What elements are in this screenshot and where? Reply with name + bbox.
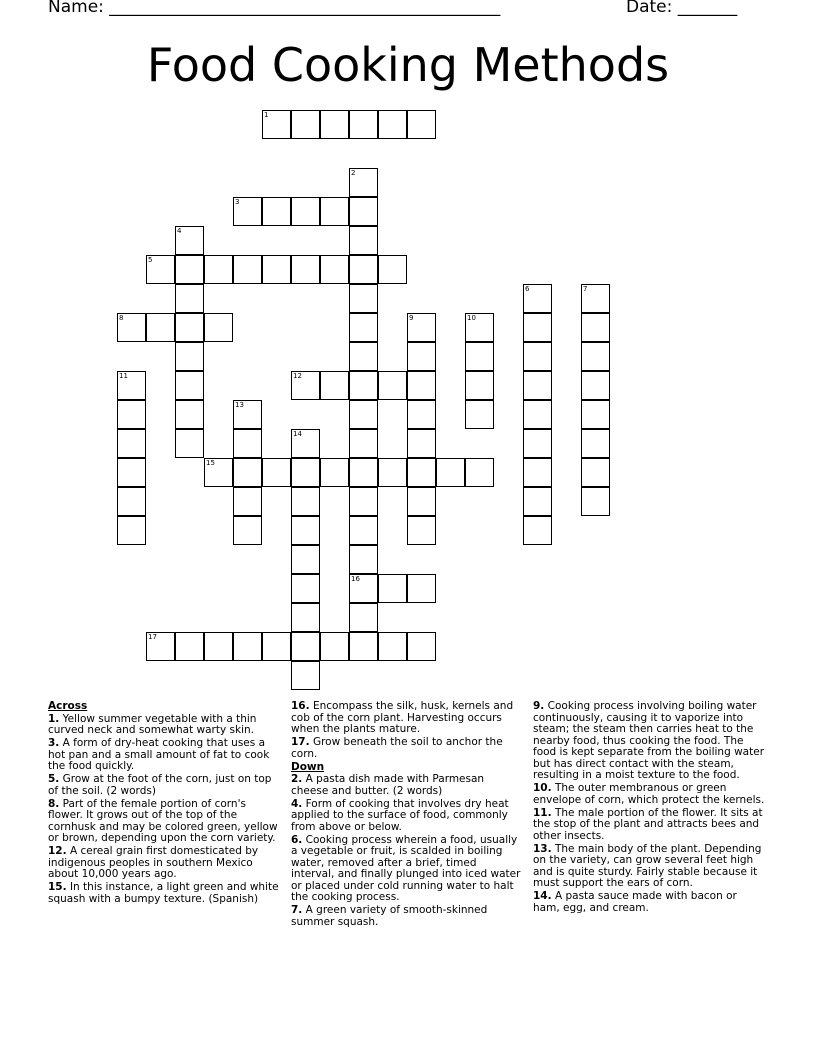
grid-cell[interactable] [349, 226, 378, 255]
grid-cell[interactable] [378, 574, 407, 603]
grid-cell[interactable] [349, 255, 378, 284]
clue-down-10: 10. The outer membranous or green envelope of corn, which protect the kernels. [533, 782, 765, 806]
grid-cell[interactable] [117, 371, 146, 400]
name-field-label[interactable]: Name: ______________________________________________ [48, 0, 501, 17]
grid-cell[interactable] [291, 487, 320, 516]
grid-cell[interactable] [233, 400, 262, 429]
clue-across-5: 5. Grow at the foot of the corn, just on top of the soil. (2 words) [48, 773, 272, 797]
grid-cell[interactable] [407, 400, 436, 429]
clue-number-label: 1 [264, 111, 269, 119]
down-heading: Down [291, 760, 325, 773]
grid-cell[interactable] [378, 632, 407, 661]
grid-cell[interactable] [407, 371, 436, 400]
grid-cell[interactable] [349, 313, 378, 342]
clue-number-label: 14 [293, 430, 302, 438]
grid-cell[interactable] [378, 110, 407, 139]
clue-down-13: 13. The main body of the plant. Depending on the variety, can grow several feet high and is quite sturdy. Fairly stable because it must support the ears of corn. [533, 842, 762, 889]
clue-across-3: 3. A form of dry-heat cooking that uses a hot pan and a small amount of fat to cook the food quickly. [48, 737, 270, 772]
grid-cell[interactable] [117, 516, 146, 545]
grid-cell[interactable] [262, 632, 291, 661]
grid-cell[interactable] [581, 400, 610, 429]
grid-cell[interactable] [262, 255, 291, 284]
grid-cell[interactable] [291, 574, 320, 603]
grid-cell[interactable] [523, 342, 552, 371]
grid-cell[interactable] [175, 226, 204, 255]
grid-cell[interactable] [378, 255, 407, 284]
grid-cell[interactable] [291, 197, 320, 226]
clue-number-label: 10 [467, 314, 476, 322]
grid-cell[interactable] [204, 632, 233, 661]
clue-down-14: 14. A pasta sauce made with bacon or ham, egg, and cream. [533, 890, 737, 914]
clues-column-1 [48, 701, 280, 907]
grid-cell[interactable] [233, 487, 262, 516]
grid-cell[interactable] [175, 632, 204, 661]
grid-cell[interactable] [581, 342, 610, 371]
grid-cell[interactable] [320, 371, 349, 400]
grid-cell[interactable] [291, 255, 320, 284]
grid-cell[interactable] [262, 110, 291, 139]
grid-cell[interactable] [349, 603, 378, 632]
clue-number-label: 9 [409, 314, 414, 322]
grid-cell[interactable] [523, 313, 552, 342]
grid-cell[interactable] [465, 313, 494, 342]
clue-number-label: 12 [293, 372, 302, 380]
clue-down-6: 6. Cooking process wherein a food, usually a vegetable or fruit, is scalded in boiling water, removed after a brief, timed interval, and finally plunged into iced water or placed under cold running water to halt the cooking process. [291, 833, 521, 903]
grid-cell[interactable] [523, 458, 552, 487]
grid-cell[interactable] [349, 342, 378, 371]
clue-across-1: 1. Yellow summer vegetable with a thin curved neck and somewhat warty skin. [48, 712, 257, 736]
grid-cell[interactable] [291, 458, 320, 487]
grid-cell[interactable] [117, 458, 146, 487]
grid-cell[interactable] [233, 197, 262, 226]
grid-cell[interactable] [175, 400, 204, 429]
grid-cell[interactable] [291, 661, 320, 690]
grid-cell[interactable] [407, 110, 436, 139]
grid-cell[interactable] [349, 545, 378, 574]
grid-cell[interactable] [349, 632, 378, 661]
date-field-label[interactable]: Date: _______ [626, 0, 738, 17]
grid-cell[interactable] [291, 545, 320, 574]
clue-down-4: 4. Form of cooking that involves dry heat applied to the surface of food, commonly from above or below. [291, 797, 509, 833]
clue-number-label: 13 [235, 401, 244, 409]
grid-cell[interactable] [291, 516, 320, 545]
grid-cell[interactable] [349, 574, 378, 603]
grid-cell[interactable] [291, 110, 320, 139]
grid-cell[interactable] [320, 458, 349, 487]
grid-cell[interactable] [465, 400, 494, 429]
grid-cell[interactable] [523, 284, 552, 313]
grid-cell[interactable] [465, 371, 494, 400]
grid-cell[interactable] [320, 197, 349, 226]
grid-cell[interactable] [407, 458, 436, 487]
clue-number-label: 2 [351, 169, 356, 177]
clue-across-16: 16. Encompass the silk, husk, kernels and cob of the corn plant. Harvesting occurs when the plants mature. [291, 700, 514, 735]
grid-cell[interactable] [523, 429, 552, 458]
grid-cell[interactable] [407, 313, 436, 342]
grid-cell[interactable] [117, 313, 146, 342]
grid-cell[interactable] [349, 516, 378, 545]
grid-cell[interactable] [291, 429, 320, 458]
grid-cell[interactable] [320, 632, 349, 661]
grid-cell[interactable] [320, 255, 349, 284]
clue-number-label: 6 [525, 285, 530, 293]
clue-across-17: 17. Grow beneath the soil to anchor the corn. [291, 736, 503, 760]
grid-cell[interactable] [233, 429, 262, 458]
grid-cell[interactable] [407, 632, 436, 661]
grid-cell[interactable] [349, 168, 378, 197]
clues-column-2 [291, 701, 523, 930]
clue-number-label: 7 [583, 285, 588, 293]
grid-cell[interactable] [175, 284, 204, 313]
grid-cell[interactable] [233, 632, 262, 661]
grid-cell[interactable] [465, 342, 494, 371]
grid-cell[interactable] [465, 458, 494, 487]
grid-cell[interactable] [262, 197, 291, 226]
clue-number-label: 15 [206, 459, 215, 467]
grid-cell[interactable] [175, 313, 204, 342]
grid-cell[interactable] [523, 371, 552, 400]
grid-cell[interactable] [523, 516, 552, 545]
grid-cell[interactable] [175, 255, 204, 284]
clue-number-label: 5 [148, 256, 153, 264]
grid-cell[interactable] [407, 487, 436, 516]
grid-cell[interactable] [349, 371, 378, 400]
grid-cell[interactable] [291, 632, 320, 661]
clue-number-label: 11 [119, 372, 128, 380]
grid-cell[interactable] [436, 458, 465, 487]
grid-cell[interactable] [523, 400, 552, 429]
grid-cell[interactable] [349, 458, 378, 487]
grid-cell[interactable] [204, 255, 233, 284]
grid-cell[interactable] [146, 313, 175, 342]
clue-down-7: 7. A green variety of smooth-skinned summer squash. [291, 904, 488, 928]
clue-down-2: 2. A pasta dish made with Parmesan cheese and butter. (2 words) [291, 773, 485, 797]
clue-across-12: 12. A cereal grain first domesticated by indigenous peoples in southern Mexico about 10,000 years ago. [48, 845, 259, 880]
across-heading: Across [48, 700, 88, 712]
clue-number-label: 4 [177, 227, 182, 235]
grid-cell[interactable] [233, 458, 262, 487]
grid-cell[interactable] [117, 487, 146, 516]
clue-down-11: 11. The male portion of the flower. It sits at the stop of the plant and attracts bees and other insects. [533, 806, 763, 842]
grid-cell[interactable] [349, 487, 378, 516]
grid-cell[interactable] [581, 284, 610, 313]
grid-cell[interactable] [204, 313, 233, 342]
grid-cell[interactable] [204, 458, 233, 487]
grid-cell[interactable] [581, 371, 610, 400]
grid-cell[interactable] [349, 429, 378, 458]
grid-cell[interactable] [146, 255, 175, 284]
grid-cell[interactable] [523, 487, 552, 516]
clue-across-15: 15. In this instance, a light green and white squash with a bumpy texture. (Spanish) [48, 881, 279, 905]
clue-number-label: 3 [235, 198, 240, 206]
grid-cell[interactable] [291, 603, 320, 632]
clues-column-3 [533, 701, 765, 916]
grid-cell[interactable] [146, 632, 175, 661]
grid-cell[interactable] [175, 429, 204, 458]
grid-cell[interactable] [581, 458, 610, 487]
grid-cell[interactable] [407, 342, 436, 371]
grid-cell[interactable] [581, 313, 610, 342]
clue-down-9: 9. Cooking process involving boiling water continuously, causing it to vaporize into steam; the steam then carries heat to the nearby food, thus cooking the food. The food is kept separate from the boiling water but has direct contact with the steam, resulting in a moist texture to the food. [533, 700, 765, 781]
grid-cell[interactable] [349, 197, 378, 226]
grid-cell[interactable] [407, 516, 436, 545]
grid-cell[interactable] [378, 458, 407, 487]
clue-number-label: 16 [351, 575, 360, 583]
grid-cell[interactable] [175, 342, 204, 371]
clue-number-label: 17 [148, 633, 157, 641]
grid-cell[interactable] [233, 516, 262, 545]
grid-cell[interactable] [291, 371, 320, 400]
grid-cell[interactable] [349, 284, 378, 313]
grid-cell[interactable] [117, 400, 146, 429]
grid-cell[interactable] [175, 371, 204, 400]
grid-cell[interactable] [233, 255, 262, 284]
grid-cell[interactable] [407, 574, 436, 603]
grid-cell[interactable] [581, 429, 610, 458]
grid-cell[interactable] [349, 400, 378, 429]
page-title: Food Cooking Methods [146, 38, 670, 92]
grid-cell[interactable] [320, 110, 349, 139]
grid-cell[interactable] [581, 487, 610, 516]
grid-cell[interactable] [262, 458, 291, 487]
grid-cell[interactable] [349, 110, 378, 139]
grid-cell[interactable] [117, 429, 146, 458]
clue-across-8: 8. Part of the female portion of corn's flower. It grows out of the top of the cornhusk and may be colored green, yellow or brown, depending upon the corn variety. [48, 797, 278, 844]
grid-cell[interactable] [407, 429, 436, 458]
grid-cell[interactable] [378, 371, 407, 400]
clue-number-label: 8 [119, 314, 124, 322]
